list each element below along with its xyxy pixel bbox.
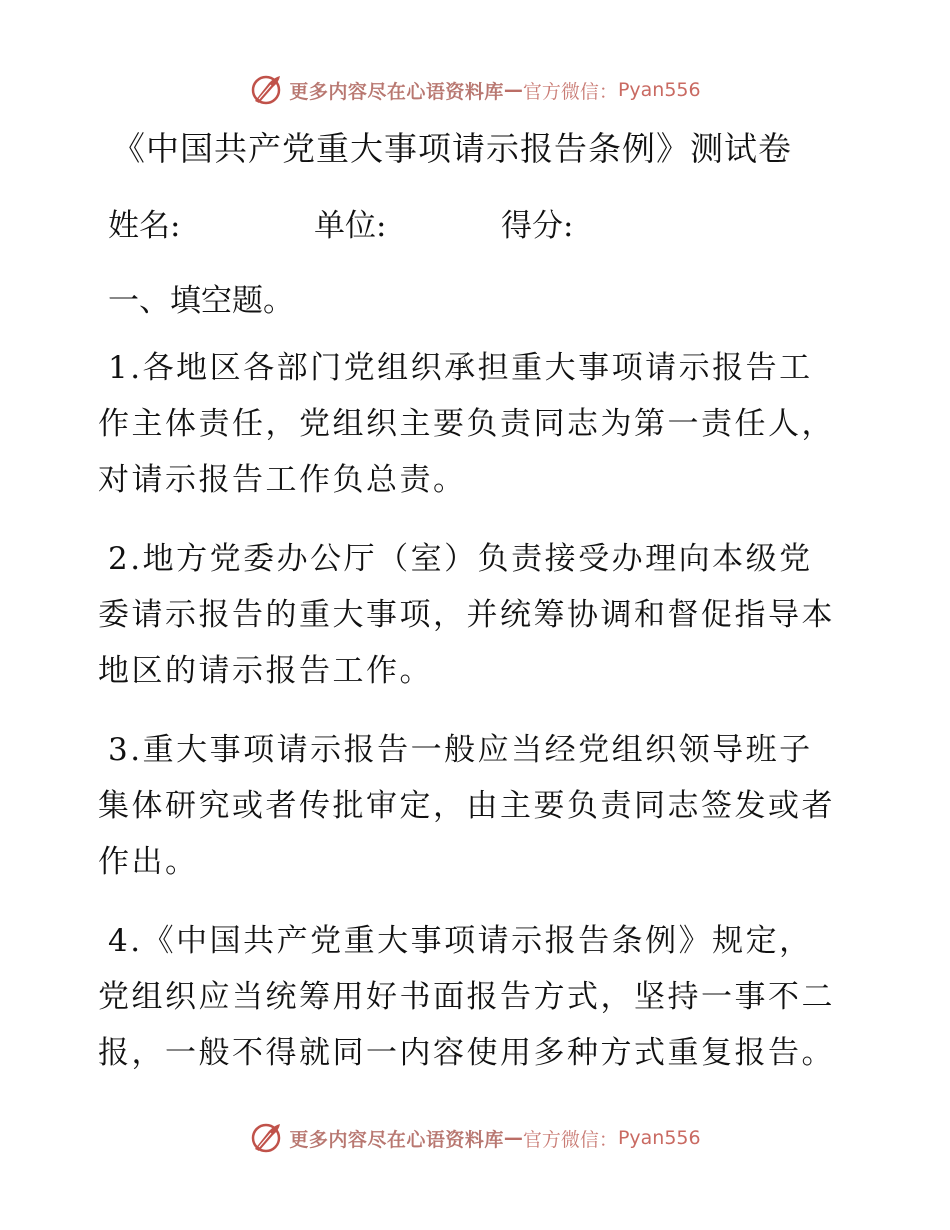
question-line: 2.地方党委办公厅（室）负责接受办理向本级党 bbox=[108, 541, 813, 577]
section-heading: 一、填空题。 bbox=[108, 283, 294, 319]
quill-pen-logo-icon bbox=[249, 1121, 283, 1155]
document-title: 《中国共产党重大事项请示报告条例》测试卷 bbox=[112, 129, 792, 168]
question-line: 4.《中国共产党重大事项请示报告条例》规定， bbox=[108, 923, 813, 959]
question-line: 地区的请示报告工作。 bbox=[98, 653, 433, 689]
banner-text: 更多内容尽在心语资料库 bbox=[289, 80, 504, 103]
question-line: 党组织应当统筹用好书面报告方式，坚持一事不二 bbox=[98, 979, 835, 1015]
question-line: 1.各地区各部门党组织承担重大事项请示报告工 bbox=[108, 350, 813, 386]
question-3 bbox=[98, 722, 858, 890]
score-label: 得分: bbox=[501, 208, 574, 244]
question-4 bbox=[98, 913, 858, 1081]
banner-wechat-label: 官方微信： bbox=[522, 80, 618, 103]
banner-separator: — bbox=[503, 1127, 523, 1149]
question-1 bbox=[98, 340, 858, 508]
banner-text: 更多内容尽在心语资料库 bbox=[289, 1128, 504, 1151]
quill-pen-logo-icon bbox=[249, 73, 283, 107]
banner-wechat-label: 官方微信： bbox=[522, 1128, 618, 1151]
footer-banner bbox=[0, 1118, 950, 1158]
question-line: 作主体责任，党组织主要负责同志为第一责任人， bbox=[98, 406, 835, 442]
unit-label: 单位: bbox=[314, 208, 387, 244]
question-line: 委请示报告的重大事项，并统筹协调和督促指导本 bbox=[98, 597, 835, 633]
question-line: 作出。 bbox=[98, 844, 199, 880]
question-line: 集体研究或者传批审定，由主要负责同志签发或者 bbox=[98, 788, 835, 824]
question-line: 报，一般不得就同一内容使用多种方式重复报告。 bbox=[98, 1035, 835, 1071]
question-line: 对请示报告工作负总责。 bbox=[98, 462, 467, 498]
name-label: 姓名: bbox=[108, 208, 181, 244]
banner-separator: — bbox=[503, 79, 523, 101]
question-line: 3.重大事项请示报告一般应当经党组织领导班子 bbox=[108, 732, 813, 768]
header-banner bbox=[0, 70, 950, 110]
question-2 bbox=[98, 531, 858, 699]
banner-wechat-id: Pyan556 bbox=[617, 1127, 701, 1149]
banner-wechat-id: Pyan556 bbox=[617, 79, 701, 101]
